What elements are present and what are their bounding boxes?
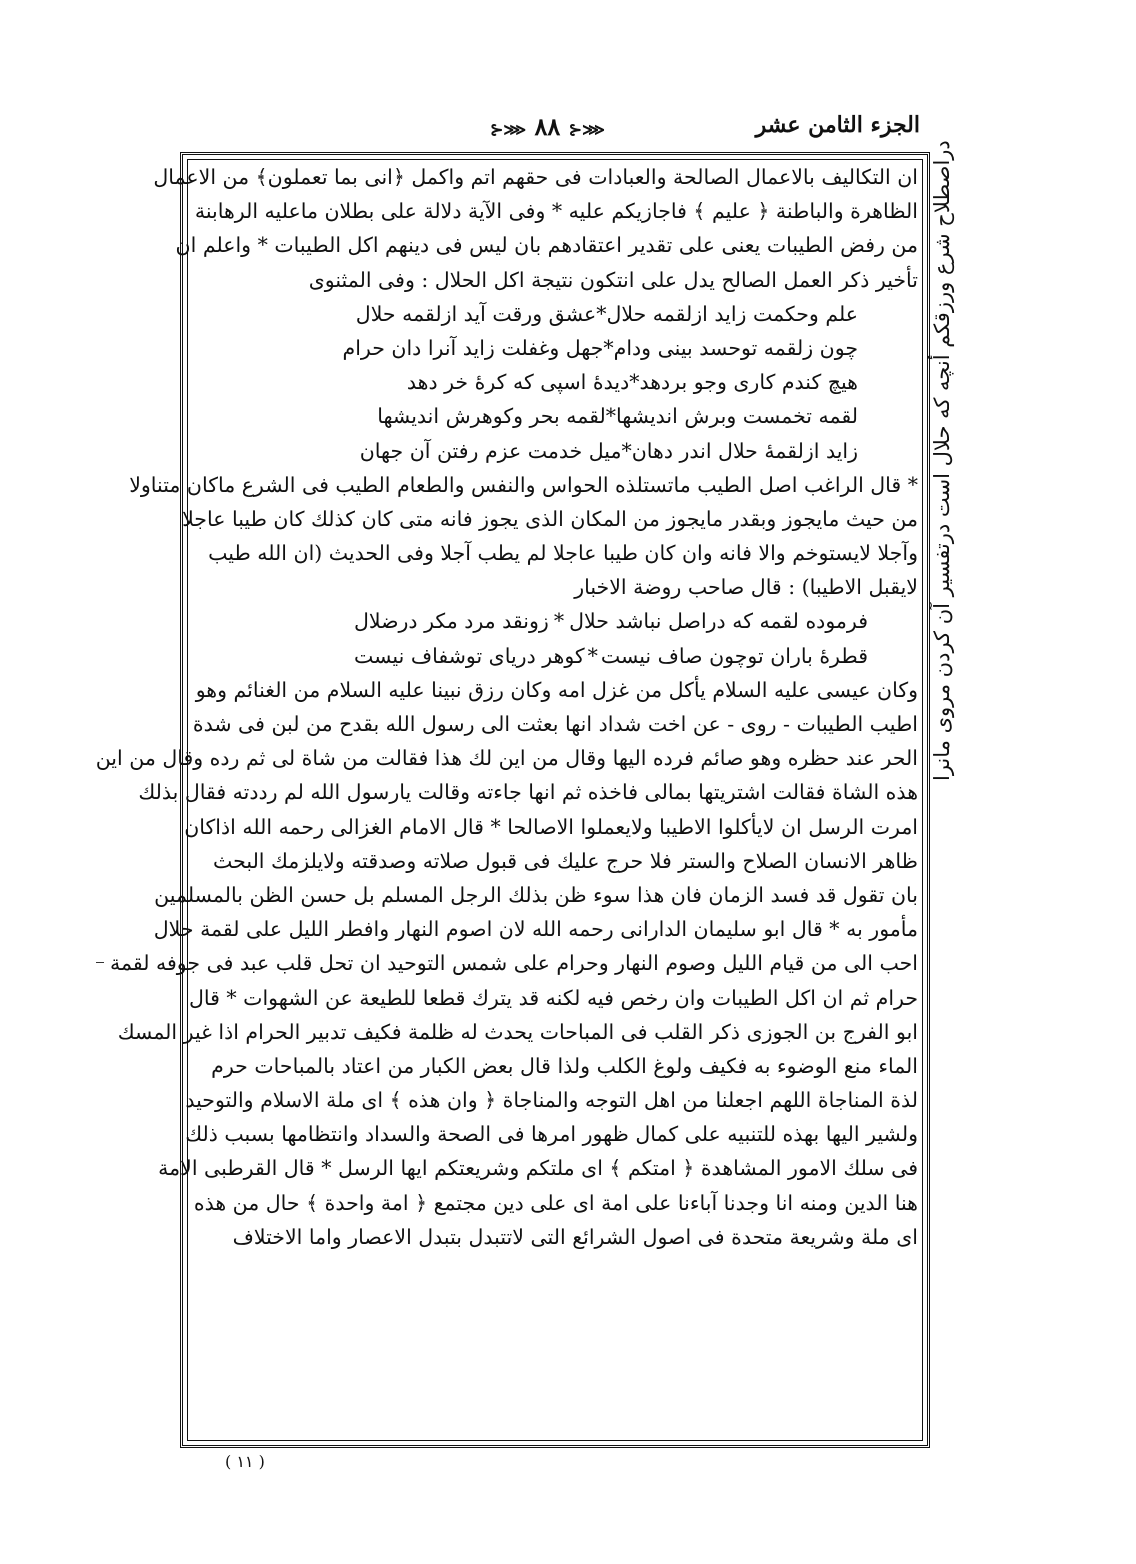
text-line: الظاهرة والباطنة ﴿ عليم ﴾ فاجازيكم عليه * وفى الآية دلالة على بطلان ماعليه الرهابنة: [194, 199, 918, 224]
hemistich-second: زونقد مرد مكر درضلال: [354, 609, 549, 634]
text-line: فى سلك الامور المشاهدة ﴿ امتكم ﴾ اى ملتكم وشريعتكم ايها الرسل * قال القرطبى الامة: [158, 1156, 918, 1181]
text-line: تأخير ذكر العمل الصالح يدل على انتكون نتيجة اكل الحلال : وفى المثنوى: [308, 267, 918, 292]
verse-line: [406, 365, 858, 399]
verse-separator: *: [587, 643, 598, 668]
text-line: ان التكاليف بالاعمال الصالحة والعبادات فى حقهم اتم واكمل ﴿انى بما تعملون﴾ من الاعمال: [153, 165, 918, 189]
scan-mark: [96, 962, 104, 963]
hemistich-second: لقمه بحر وكوهرش انديشها: [377, 404, 606, 429]
main-text: [95, 160, 918, 1254]
text-line: وكان عيسى عليه السلام يأكل من غزل امه وكان رزق نبينا عليه السلام من الغنائم وهو: [195, 677, 918, 702]
text-line: * قال الراغب اصل الطيب ماتستلذه الحواس والنفس والطعام الطيب فى الشرع ماكان متناولا: [129, 472, 918, 497]
margin-note: دراصطلاح شرع ورزقكم أنچه كه حلال است درتفسیر آن كردن مروی مانرا: [930, 140, 954, 781]
text-line: اى ملة وشريعة متحدة فى اصول الشرائع التى لاتتبدل بتبدل الاعصار واما الاختلاف: [232, 1224, 918, 1249]
verse-separator: *: [605, 404, 616, 429]
hemistich-first: لقمه تخمست وبرش انديشها: [615, 404, 858, 429]
hemistich-first: زايد ازلقمهٔ حلال اندر دهان: [631, 438, 858, 463]
page-number: [490, 112, 605, 141]
hemistich-first: هيچ كندم كارى وجو بردهد: [639, 370, 858, 395]
verse-line: [354, 604, 868, 638]
verse-line: [342, 331, 858, 365]
text-line: اطيب الطيبات - روى - عن اخت شداد انها بعثت الى رسول الله بقدح من لبن فى شدة: [192, 712, 918, 736]
text-line: الحر عند حظره وهو صائم فرده اليها وقال من اين لك هذا فقالت من شاة لى ثم رده وقال من اين: [95, 746, 918, 771]
text-line: الماء منع الوضوء به فكيف ولوغ الكلب ولذا قال بعض الكبار من اعتاد بالمباحات حرم: [211, 1053, 918, 1078]
text-line: ظاهر الانسان الصلاح والستر فلا حرج عليك فى قبول صلاته وصدقته ولايلزمك البحث: [213, 848, 918, 873]
text-line: هذه الشاة فقالت اشتريتها بمالى فاخذه ثم انها جاءته وقالت يارسول الله لم رددته فقال بذلك: [138, 780, 918, 805]
text-line: ولشير اليها بهذه للتنبيه على كمال ظهور امرها فى الصحة والسداد وانتظامها بسبب ذلك: [185, 1122, 918, 1147]
hemistich-first: قطرهٔ باران توچون صاف نيست: [600, 643, 868, 668]
page-number-value: ٨٨: [534, 112, 561, 141]
text-line: بان تقول قد فسد الزمان فان هذا سوء ظن بذلك الرجل المسلم بل حسن الظن بالمسلمين: [154, 882, 918, 907]
hemistich-first: علم وحكمت زايد ازلقمه حلال: [606, 301, 858, 326]
hemistich-second: ديدهٔ اسپى كه كرهٔ خر دهد: [406, 370, 630, 395]
hemistich-second: عشق ورقت آيد ازلقمه حلال: [355, 301, 597, 326]
text-line: احب الى من قيام الليل وصوم النهار وحرام على شمس التوحيد ان تحل قلب عبد فى جوفه لقمة: [110, 951, 918, 976]
text-line: مأمور به * قال ابو سليمان الدارانى رحمه الله لان اصوم النهار وافطر الليل على لقمة حلال: [153, 917, 918, 942]
verse-separator: *: [603, 335, 614, 360]
text-line: من حيث مايجوز وبقدر مايجوز من المكان الذى يجوز فانه متى كان كذلك كان طيبا عاجلا: [182, 506, 918, 531]
text-line: ابو الفرج بن الجوزى ذكر القلب فى المباحات يحدث له ظلمة فكيف تدبير الحرام اذا غير المسك: [117, 1019, 918, 1044]
hemistich-second: كوهر درياى توشفاف نيست: [354, 643, 585, 668]
text-line: لذة المناجاة اللهم اجعلنا من اهل التوجه والمناجاة ﴿ وان هذه ﴾ اى ملة الاسلام والتوحيد: [185, 1088, 918, 1113]
text-line: من رفض الطيبات يعنى على تقدير اعتقادهم بان ليس فى دينهم اكل الطيبات * واعلم ان: [175, 233, 918, 258]
ornament-left: ⊱⋙: [490, 120, 527, 139]
verse-line: [359, 434, 858, 468]
verse-separator: *: [553, 609, 565, 634]
hemistich-second: ميل خدمت عزم رفتن آن جهان: [359, 438, 622, 463]
text-line: هنا الدين ومنه انا وجدنا آباءنا على امة اى على دين مجتمع ﴿ امة واحدة ﴾ حال من هذه: [193, 1190, 918, 1215]
text-line: امرت الرسل ان لايأكلوا الاطيبا ولايعملوا الاصالحا * قال الامام الغزالى رحمه الله اذاكان: [184, 814, 918, 839]
footer-signature: ( ١١ ): [225, 1452, 265, 1471]
verse-separator: *: [621, 438, 632, 463]
verse-line: [377, 399, 858, 433]
text-line: وآجلا لايستوخم والا فانه وان كان طيبا عاجلا لم يطب آجلا وفى الحديث (ان الله طيب: [208, 541, 918, 566]
hemistich-first: فرموده لقمه كه دراصل نباشد حلال: [569, 609, 868, 634]
verse-separator: *: [596, 301, 607, 326]
hemistich-first: چون زلقمه توحسد بينى ودام: [613, 335, 858, 360]
hemistich-second: جهل وغفلت زايد آنرا دان حرام: [342, 335, 604, 360]
verse-separator: *: [629, 370, 640, 395]
verse-line: [355, 297, 858, 331]
ornament-right: ⊱⋙: [568, 120, 605, 139]
text-line: لايقبل الاطيبا) : قال صاحب روضة الاخبار: [574, 575, 918, 600]
running-title: الجزء الثامن عشر: [755, 112, 920, 138]
text-line: حرام ثم ان اكل الطيبات وان رخص فيه لكنه قد يترك قطعا للطيعة عن الشهوات * قال: [188, 985, 918, 1010]
verse-line: [354, 639, 868, 673]
page-header: [180, 112, 920, 152]
